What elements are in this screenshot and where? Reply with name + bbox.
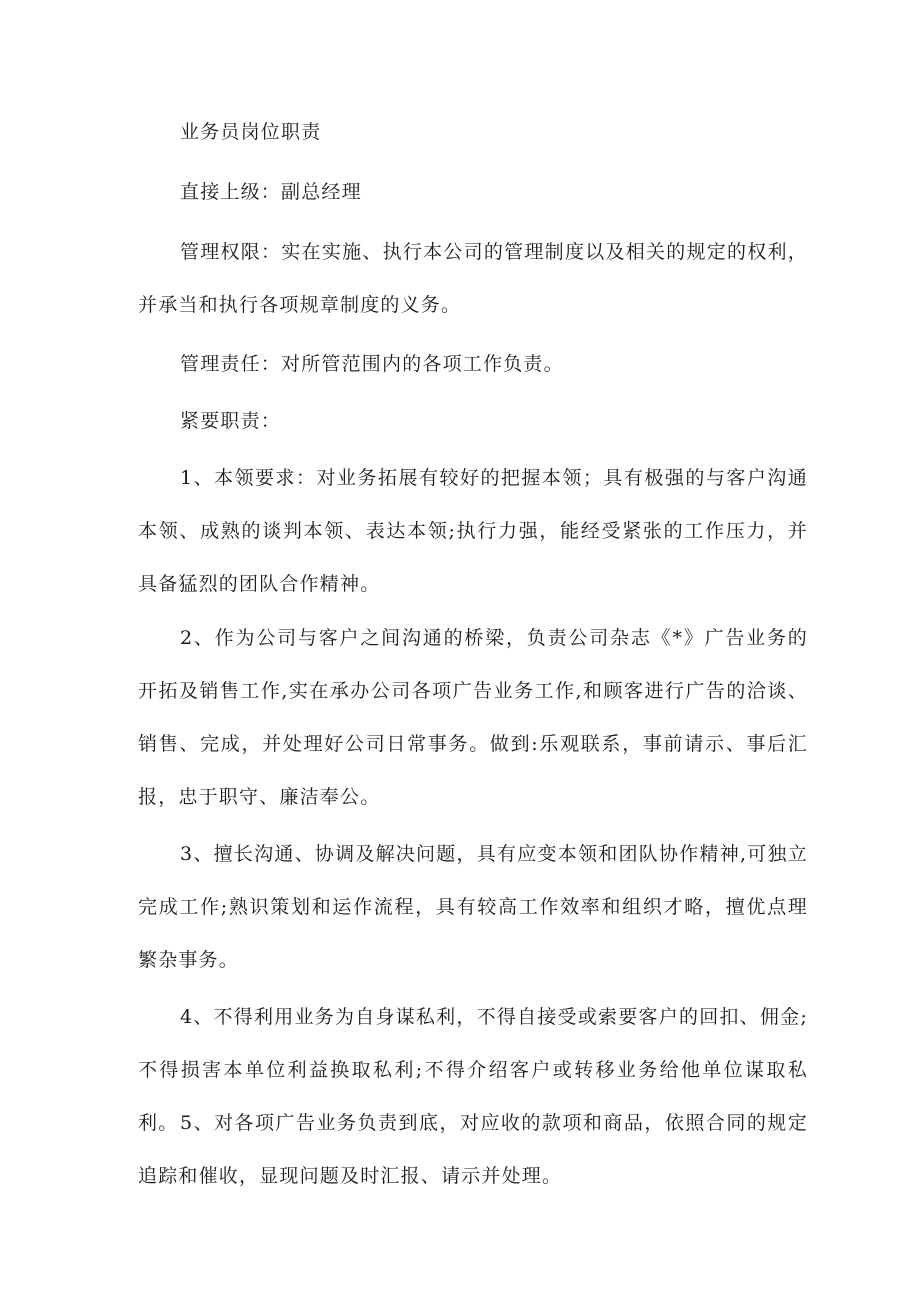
duties-heading: 紧要职责： bbox=[180, 410, 282, 432]
authority-paragraph: 管理权限：实在实施、执行本公司的管理制度以及相关的规定的权利，并承当和执行各项规章制度的义务。 bbox=[138, 241, 808, 316]
supervisor-line: 直接上级：副总经理 bbox=[180, 181, 362, 203]
duty-item-2: 2、作为公司与客户之间沟通的桥梁，负责公司杂志《*》广告业务的开拓及销售工作,实在承办公司各项广告业务工作,和顾客进行广告的洽谈、销售、完成，并处理好公司日常事务。做到:乐观联系，事前请示、事后汇报，忠于职守、廉洁奉公。 bbox=[138, 627, 808, 808]
duty-item-5: 5、对各项广告业务负责到底，对应收的款项和商品，依照合同的规定追踪和催收，显现问题及时汇报、请示并处理。 bbox=[138, 1112, 808, 1187]
duty-item-1: 1、本领要求：对业务拓展有较好的把握本领；具有极强的与客户沟通本领、成熟的谈判本领、表达本领;执行力强，能经受紧张的工作压力，并具备猛烈的团队合作精神。 bbox=[138, 467, 808, 595]
document-title: 业务员岗位职责 bbox=[180, 121, 322, 143]
duty-item-4: 4、不得利用业务为自身谋私利，不得自接受或索要客户的回扣、佣金;不得损害本单位利益换取私利;不得介绍客户或转移业务给他单位谋取私利。 bbox=[138, 1006, 808, 1134]
responsibility-line: 管理责任：对所管范围内的各项工作负责。 bbox=[180, 353, 564, 375]
duty-item-3: 3、擅长沟通、协调及解决问题，具有应变本领和团队协作精神,可独立完成工作;熟识策划和运作流程，具有较高工作效率和组织才略，擅优点理繁杂事务。 bbox=[138, 843, 808, 971]
